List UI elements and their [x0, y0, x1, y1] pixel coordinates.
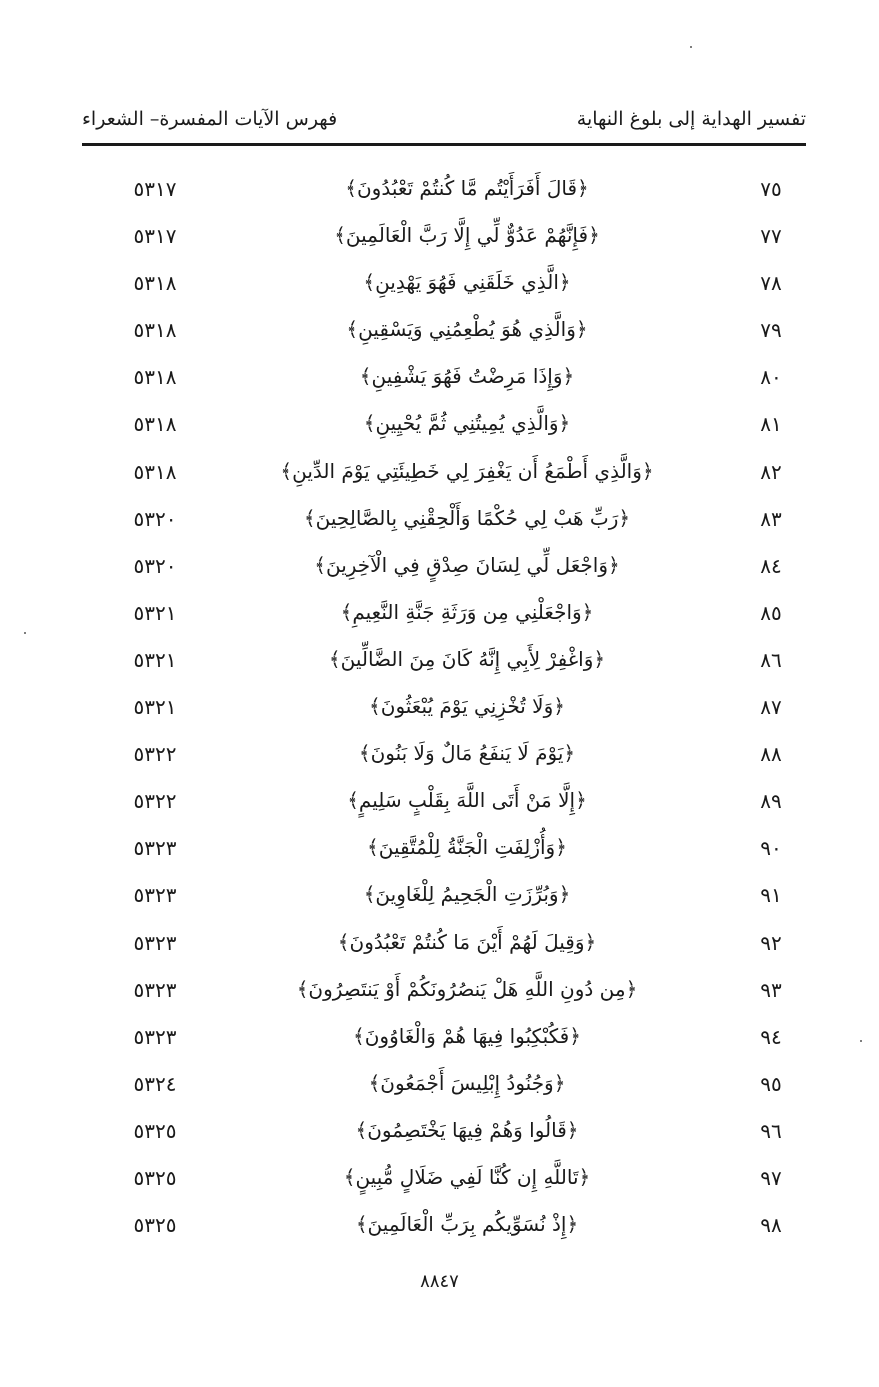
verse-number: ٨٦ — [760, 647, 782, 672]
page-reference: ٥٣٢١ — [133, 600, 177, 625]
table-row — [82, 496, 806, 543]
page-reference: ٥٣٢٢ — [133, 742, 177, 767]
verse-text: ﴿قَالُوا وَهُمْ فِيهَا يَخْتَصِمُونَ﴾ — [355, 1117, 579, 1142]
page-reference: ٥٣٢١ — [133, 695, 177, 720]
verse-text: ﴿إِذْ نُسَوِّيكُم بِرَبِّ الْعَالَمِينَ﴾ — [355, 1212, 579, 1237]
verse-text: ﴿وَبُرِّزَتِ الْجَحِيمُ لِلْغَاوِينَ﴾ — [363, 882, 571, 907]
table-row — [82, 684, 806, 731]
verse-text: ﴿وَالَّذِي يُمِيتُنِي ثُمَّ يُحْيِينِ﴾ — [363, 411, 571, 436]
page-reference: ٥٣٢٤ — [133, 1071, 177, 1096]
page-reference: ٥٣٢٣ — [133, 930, 177, 955]
page-reference: ٥٣١٨ — [133, 271, 177, 296]
verse-text: ﴿وَالَّذِي هُوَ يُطْعِمُنِي وَيَسْقِينِ﴾ — [346, 317, 588, 342]
verse-number: ٨٨ — [760, 742, 782, 767]
verse-number: ٩٦ — [760, 1118, 782, 1143]
table-row — [82, 543, 806, 590]
table-row — [82, 778, 806, 825]
running-header — [82, 104, 806, 138]
page-reference: ٥٣٢٣ — [133, 1024, 177, 1049]
verse-number: ٩٣ — [760, 977, 782, 1002]
verse-text: ﴿إِلَّا مَنْ أَتَى اللَّهَ بِقَلْبٍ سَلِيمٍ﴾ — [347, 788, 587, 813]
scan-speck — [860, 1040, 862, 1042]
page-reference: ٥٣٢٢ — [133, 789, 177, 814]
page-reference: ٥٣١٨ — [133, 318, 177, 343]
verse-text: ﴿تَاللَّهِ إِن كُنَّا لَفِي ضَلَالٍ مُّبِينٍ﴾ — [343, 1164, 591, 1189]
verse-number: ٩٠ — [760, 836, 782, 861]
page-reference: ٥٣٢٠ — [133, 506, 177, 531]
verse-number: ٩٢ — [760, 930, 782, 955]
table-row — [82, 637, 806, 684]
page-reference: ٥٣٢٠ — [133, 553, 177, 578]
verse-text: ﴿يَوْمَ لَا يَنفَعُ مَالٌ وَلَا بَنُونَ﴾ — [358, 741, 576, 766]
verse-number: ٨٧ — [760, 695, 782, 720]
verse-number: ٩٨ — [760, 1213, 782, 1238]
verse-text: ﴿فَإِنَّهُمْ عَدُوٌّ لِّي إِلَّا رَبَّ الْعَالَمِينَ﴾ — [334, 223, 600, 248]
table-row — [82, 731, 806, 778]
table-row — [82, 1014, 806, 1061]
verse-number: ٩٤ — [760, 1024, 782, 1049]
verse-text: ﴿وَقِيلَ لَهُمْ أَيْنَ مَا كُنتُمْ تَعْبُدُونَ﴾ — [337, 929, 597, 954]
verse-text: ﴿الَّذِي خَلَقَنِي فَهُوَ يَهْدِينِ﴾ — [363, 270, 571, 295]
section-title: فهرس الآيات المفسرة– الشعراء — [82, 108, 338, 130]
verse-index-table — [82, 166, 806, 1249]
page-reference: ٥٣٢٥ — [133, 1213, 177, 1238]
verse-number: ٨١ — [760, 412, 782, 437]
table-row — [82, 260, 806, 307]
table-row — [82, 920, 806, 967]
table-row — [82, 1202, 806, 1249]
verse-number: ٧٨ — [760, 271, 782, 296]
header-rule — [82, 143, 806, 146]
table-row — [82, 166, 806, 213]
verse-number: ٨٥ — [760, 600, 782, 625]
table-row — [82, 967, 806, 1014]
page-reference: ٥٣١٨ — [133, 365, 177, 390]
table-row — [82, 1061, 806, 1108]
page-reference: ٥٣٢٣ — [133, 883, 177, 908]
verse-number: ٨٠ — [760, 365, 782, 390]
verse-number: ٧٥ — [760, 177, 782, 201]
verse-text: ﴿وَأُزْلِفَتِ الْجَنَّةُ لِلْمُتَّقِينَ﴾ — [367, 835, 567, 860]
verse-text: ﴿قَالَ أَفَرَأَيْتُم مَّا كُنتُمْ تَعْبُدُونَ﴾ — [345, 176, 589, 200]
page-reference: ٥٣٢٣ — [133, 977, 177, 1002]
verse-text: ﴿وَاغْفِرْ لِأَبِي إِنَّهُ كَانَ مِنَ الضَّالِّينَ﴾ — [328, 646, 606, 671]
verse-number: ٧٧ — [760, 224, 782, 249]
page-reference: ٥٣٢٥ — [133, 1118, 177, 1143]
verse-number: ٨٩ — [760, 789, 782, 814]
table-row — [82, 1108, 806, 1155]
verse-text: ﴿وَجُنُودُ إِبْلِيسَ أَجْمَعُونَ﴾ — [368, 1070, 566, 1095]
verse-number: ٨٢ — [760, 459, 782, 484]
table-row — [82, 354, 806, 401]
verse-text: ﴿فَكُبْكِبُوا فِيهَا هُمْ وَالْغَاوُونَ﴾ — [353, 1023, 581, 1048]
verse-text: ﴿وَاجْعَل لِّي لِسَانَ صِدْقٍ فِي الْآخِرِينَ﴾ — [314, 552, 620, 577]
page-reference: ٥٣١٧ — [133, 224, 177, 249]
page-number: ٨٨٤٧ — [420, 1271, 459, 1292]
verse-text: ﴿وَلَا تُخْزِنِي يَوْمَ يُبْعَثُونَ﴾ — [369, 694, 565, 719]
scan-speck — [24, 632, 26, 634]
verse-text: ﴿وَإِذَا مَرِضْتُ فَهُوَ يَشْفِينِ﴾ — [359, 364, 575, 389]
verse-number: ٩٧ — [760, 1165, 782, 1190]
page-reference: ٥٣٢٥ — [133, 1165, 177, 1190]
table-row — [82, 590, 806, 637]
page-reference: ٥٣٢٣ — [133, 836, 177, 861]
page-reference: ٥٣٢١ — [133, 647, 177, 672]
book-title: تفسير الهداية إلى بلوغ النهاية — [576, 108, 806, 130]
scan-speck — [690, 46, 692, 48]
table-row — [82, 1155, 806, 1202]
verse-number: ٨٤ — [760, 553, 782, 578]
verse-number: ٩٥ — [760, 1071, 782, 1096]
verse-number: ٨٣ — [760, 506, 782, 531]
page-reference: ٥٣١٨ — [133, 412, 177, 437]
table-row — [82, 401, 806, 448]
table-row — [82, 872, 806, 919]
verse-text: ﴿مِن دُونِ اللَّهِ هَلْ يَنصُرُونَكُمْ أَوْ يَنتَصِرُونَ﴾ — [296, 976, 638, 1001]
page-reference: ٥٣١٨ — [133, 459, 177, 484]
table-row — [82, 307, 806, 354]
page-reference: ٥٣١٧ — [133, 177, 177, 201]
verse-number: ٩١ — [760, 883, 782, 908]
verse-text: ﴿وَاجْعَلْنِي مِن وَرَثَةِ جَنَّةِ النَّعِيمِ﴾ — [340, 599, 594, 624]
verse-number: ٧٩ — [760, 318, 782, 343]
verse-text: ﴿رَبِّ هَبْ لِي حُكْمًا وَأَلْحِقْنِي بِالصَّالِحِينَ﴾ — [303, 505, 631, 530]
verse-text: ﴿وَالَّذِي أَطْمَعُ أَن يَغْفِرَ لِي خَطِيئَتِي يَوْمَ الدِّينِ﴾ — [280, 458, 654, 483]
table-row — [82, 449, 806, 496]
table-row — [82, 825, 806, 872]
table-row — [82, 213, 806, 260]
